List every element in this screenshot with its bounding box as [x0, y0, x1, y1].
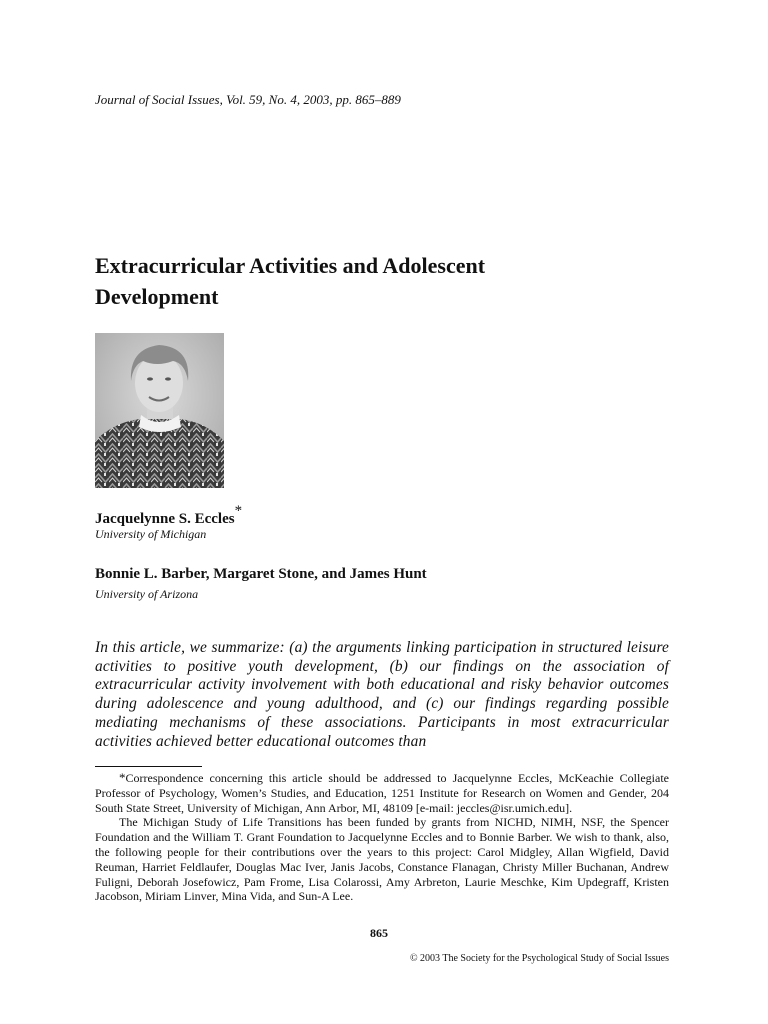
- page-number: 865: [370, 926, 388, 940]
- funding-footnote: The Michigan Study of Life Transitions has been funded by grants from NICHD, NIMH, NSF, the Spencer Foundation and the William T. Grant Foundation to Jacquelynne Eccles and to Bonnie Barber. We wish to thank, also, the following people for their contributions over the years to this project: Carol Midgley, Allan Wigfield, David Reuman, Harriet Feldlaufer, Douglas Mac Iver, Janis Jacobs, Constance Flanagan, Christy Miller Buchanan, Andrew Fuligni, Deborah Josefowicz, Pam Frome, Lisa Colarossi, Amy Arbreton, Laurie Meschke, Kim Updegraff, Kristen Jacobson, Miriam Linver, Mina Vida, and Sun-A Lee.: [95, 815, 669, 904]
- correspondence-footnote: *Correspondence concerning this article should be addressed to Jacquelynne Eccles, McKeachie Collegiate Professor of Psychology, Women’s Studies, and Education, 1251 Institute for Research on Women and Gender, 204 South State Street, University of Michigan, Ann Arbor, MI, 48109 [e-mail: jeccles@isr.umich.edu].: [95, 770, 669, 815]
- copyright-notice: © 2003 The Society for the Psychological Study of Social Issues: [409, 953, 669, 964]
- author-affiliation-secondary: University of Arizona: [95, 587, 199, 601]
- article-title-line-2: Development: [95, 284, 219, 309]
- author-portrait-icon: [95, 333, 224, 488]
- article-title-line-1: Extracurricular Activities and Adolescent: [95, 253, 486, 278]
- journal-citation: Journal of Social Issues, Vol. 59, No. 4, 2003, pp. 865–889: [95, 92, 401, 107]
- author-affiliation-primary: University of Michigan: [95, 527, 207, 541]
- abstract-text: In this article, we summarize: (a) the arguments linking participation in structured leisure activities to positive youth development, (b) our findings on the association of extracurricular activity involvement with both educational and risky behavior outcomes during adolescence and young adulthood, and (c) our findings regarding possible mediating mechanisms of these associations. Participants in most extracurricular activities achieved better educational outcomes than: [95, 639, 669, 750]
- correspondence-asterisk: *: [234, 503, 243, 519]
- footnote-asterisk: *: [119, 770, 126, 785]
- footnotes: [95, 771, 669, 904]
- article-title: [95, 250, 655, 312]
- author-photo: [95, 333, 224, 488]
- author-names-secondary: Bonnie L. Barber, Margaret Stone, and James Hunt: [95, 566, 427, 582]
- author-name-primary: Jacquelynne S. Eccles*: [95, 503, 243, 527]
- footnote-divider: [95, 766, 202, 767]
